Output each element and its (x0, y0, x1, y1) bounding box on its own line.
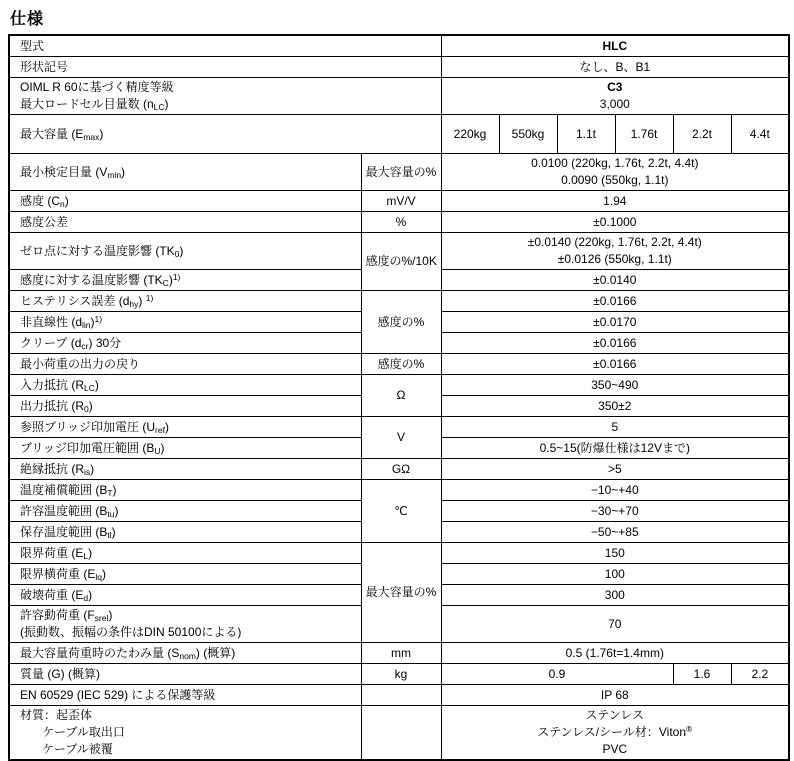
creep-label: クリープ $(d_{cr})$ 30分 (9, 333, 361, 354)
excitation-range-value: 0.5~15(防爆仕様は12Vまで) (441, 438, 789, 459)
shape-label: 形状記号 (9, 57, 441, 78)
protection-label: EN 60529 (IEC 529) による保護等級 (9, 685, 361, 706)
deflection-label: 最大容量荷重時のたわみ量 $(S_{nom})$ (概算) (9, 643, 361, 664)
insulation-resistance-value: >5 (441, 459, 789, 480)
model-value: HLC (441, 35, 789, 57)
lateral-limit-load-value: 100 (441, 564, 789, 585)
row-vmin (9, 154, 789, 191)
material-unit-empty (361, 706, 441, 761)
temp-operating-label: 許容温度範囲 $(B_{tu})$ (9, 501, 361, 522)
weight-label: 質量 (G) (概算) (9, 664, 361, 685)
oiml-value (441, 78, 789, 115)
row-limit-load (9, 543, 789, 564)
tk0-unit: 感度の%/10K (361, 233, 441, 291)
material-value (441, 706, 789, 761)
reference-excitation-value: 5 (441, 417, 789, 438)
creep-value: ±0.0166 (441, 333, 789, 354)
dynamic-load-label (9, 606, 361, 643)
emax-value-1-1t: 1.1t (557, 115, 615, 154)
vmin-label: 最小検定目量 $(V_{min})$ (9, 154, 361, 191)
hysteresis-label: ヒステリシス誤差 $(d_{hy})$ $^{1)}$ (9, 291, 361, 312)
row-model (9, 35, 789, 57)
limit-load-value: 150 (441, 543, 789, 564)
spec-table (8, 34, 790, 761)
tk0-value-line2: ±0.0126 (550kg, 1.1t) (557, 252, 672, 266)
row-sensitivity-tolerance (9, 212, 789, 233)
tolerance-unit: % (361, 212, 441, 233)
tkc-label: 感度に対する温度影響 $(TK_C)^{1)}$ (9, 270, 361, 291)
material-value-cable-gland: ステンレス/シール材：Viton® (537, 724, 693, 739)
min-load-return-value: ±0.0166 (441, 354, 789, 375)
row-reference-excitation (9, 417, 789, 438)
material-value-cable-sheath: PVC (602, 742, 628, 756)
row-input-resistance (9, 375, 789, 396)
material-label-body: 材質：起歪体 (20, 708, 93, 722)
emax-value-4-4t: 4.4t (731, 115, 789, 154)
lateral-limit-load-label: 限界横荷重 $(E_{lq})$ (9, 564, 361, 585)
nonlinearity-label: 非直線性 $(d_{lin})^{1)}$ (9, 312, 361, 333)
oiml-label-line2: 最大ロードセル目量数 $(n_{LC})$ (20, 97, 169, 112)
page-title: 仕様 (10, 11, 45, 28)
dynamic-load-label-line1: 許容動荷重 $(F_{srel})$ (20, 608, 113, 623)
material-value-body: ステンレス (585, 708, 645, 722)
reference-excitation-label: 参照ブリッジ印加電圧 $(U_{ref})$ (9, 417, 361, 438)
sensitivity-value: 1.94 (441, 191, 789, 212)
output-resistance-value: 350±2 (441, 396, 789, 417)
deflection-unit: mm (361, 643, 441, 664)
weight-value-1: 0.9 (441, 664, 673, 685)
row-tk0 (9, 233, 789, 270)
material-label (9, 706, 361, 761)
row-sensitivity (9, 191, 789, 212)
vmin-value-line1: 0.0100 (220kg, 1.76t, 2.2t, 4.4t) (531, 156, 699, 170)
row-protection (9, 685, 789, 706)
insulation-resistance-unit: GΩ (361, 459, 441, 480)
row-hysteresis (9, 291, 789, 312)
breaking-load-label: 破壊荷重 $(E_d)$ (9, 585, 361, 606)
row-shape (9, 57, 789, 78)
model-label: 型式 (9, 35, 441, 57)
min-load-return-label: 最小荷重の出力の戻り (9, 354, 361, 375)
row-min-load-return (9, 354, 789, 375)
emax-value-1-76t: 1.76t (615, 115, 673, 154)
temp-compensated-label: 温度補償範囲 $(B_T)$ (9, 480, 361, 501)
temperature-unit: ℃ (361, 480, 441, 543)
row-material (9, 706, 789, 761)
protection-value: IP 68 (441, 685, 789, 706)
emax-label: 最大容量 $(E_{max})$ (9, 115, 441, 154)
row-emax (9, 115, 789, 154)
vmin-unit: 最大容量の% (361, 154, 441, 191)
oiml-value-line2: 3,000 (599, 97, 630, 111)
tk0-value-line1: ±0.0140 (220kg, 1.76t, 2.2t, 4.4t) (527, 235, 702, 249)
input-resistance-label: 入力抵抗 $(R_{LC})$ (9, 375, 361, 396)
limit-load-label: 限界荷重 $(E_L)$ (9, 543, 361, 564)
output-resistance-label: 出力抵抗 $(R_0)$ (9, 396, 361, 417)
oiml-label-line1: OIML R 60に基づく精度等級 (20, 80, 174, 94)
tolerance-value: ±0.1000 (441, 212, 789, 233)
resistance-unit: Ω (361, 375, 441, 417)
temp-compensated-value: −10~+40 (441, 480, 789, 501)
insulation-resistance-label: 絶縁抵抗 $(R_{is})$ (9, 459, 361, 480)
row-deflection (9, 643, 789, 664)
hysteresis-value: ±0.0166 (441, 291, 789, 312)
row-temp-compensated (9, 480, 789, 501)
emax-value-220kg: 220kg (441, 115, 499, 154)
tk0-value (441, 233, 789, 270)
nonlinearity-value: ±0.0170 (441, 312, 789, 333)
tolerance-label: 感度公差 (9, 212, 361, 233)
breaking-load-value: 300 (441, 585, 789, 606)
row-weight (9, 664, 789, 685)
load-unit: 最大容量の% (361, 543, 441, 643)
input-resistance-value: 350~490 (441, 375, 789, 396)
weight-value-3: 2.2 (731, 664, 789, 685)
dynamic-load-label-line2: (振動数、振幅の条件はDIN 50100による) (20, 625, 242, 639)
shape-value: なし、B、B1 (441, 57, 789, 78)
material-label-cable-gland: ケーブル取出口 (42, 725, 125, 739)
temp-operating-value: −30~+70 (441, 501, 789, 522)
oiml-value-line1: C3 (607, 80, 623, 94)
row-oiml (9, 78, 789, 115)
emax-value-550kg: 550kg (499, 115, 557, 154)
temp-storage-label: 保存温度範囲 $(B_{tl})$ (9, 522, 361, 543)
excitation-range-label: ブリッジ印加電圧範囲 $(B_U)$ (9, 438, 361, 459)
dynamic-load-value: 70 (441, 606, 789, 643)
weight-unit: kg (361, 664, 441, 685)
vmin-value-line2: 0.0090 (550kg, 1.1t) (561, 173, 669, 187)
row-insulation-resistance (9, 459, 789, 480)
oiml-label (9, 78, 441, 115)
tk0-label: ゼロ点に対する温度影響 $(TK_0)$ (9, 233, 361, 270)
weight-value-2: 1.6 (673, 664, 731, 685)
hysteresis-unit: 感度の% (361, 291, 441, 354)
temp-storage-value: −50~+85 (441, 522, 789, 543)
min-load-return-unit: 感度の% (361, 354, 441, 375)
protection-unit-empty (361, 685, 441, 706)
voltage-unit: V (361, 417, 441, 459)
sensitivity-unit: mV/V (361, 191, 441, 212)
vmin-value (441, 154, 789, 191)
material-label-cable-sheath: ケーブル被覆 (42, 742, 113, 756)
tkc-value: ±0.0140 (441, 270, 789, 291)
sensitivity-label: 感度 $(C_n)$ (9, 191, 361, 212)
deflection-value: 0.5 (1.76t=1.4mm) (441, 643, 789, 664)
emax-value-2-2t: 2.2t (673, 115, 731, 154)
